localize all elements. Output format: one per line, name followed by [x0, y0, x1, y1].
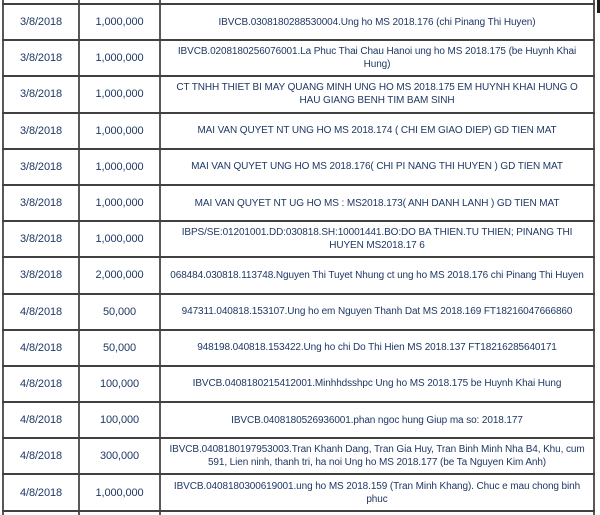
date-cell: 4/8/2018	[2, 403, 80, 437]
partial-date-cell	[2, 0, 80, 3]
partial-amount-cell	[80, 512, 161, 515]
date-cell: 3/8/2018	[2, 222, 80, 256]
partial-description-cell	[161, 0, 595, 3]
amount-cell: 50,000	[80, 331, 161, 365]
date-cell: 3/8/2018	[2, 5, 80, 39]
description-cell: CT TNHH THIET BI MAY QUANG MINH UNG HO MS 2018.175 EM HUYNH KHAI HUNG O HAU GIANG BENH TIM BAM SINH	[161, 77, 595, 111]
amount-cell: 100,000	[80, 403, 161, 437]
description-cell: IBVCB.0308180288530004.Ung ho MS 2018.176 (chi Pinang Thi Huyen)	[161, 5, 595, 39]
table-row	[2, 367, 595, 403]
table-row	[2, 41, 595, 77]
date-cell: 3/8/2018	[2, 150, 80, 184]
amount-cell: 1,000,000	[80, 222, 161, 256]
table-row	[2, 5, 595, 41]
amount-cell: 1,000,000	[80, 41, 161, 75]
amount-cell: 1,000,000	[80, 475, 161, 509]
table-row	[2, 114, 595, 150]
date-cell: 3/8/2018	[2, 258, 80, 292]
amount-cell: 1,000,000	[80, 5, 161, 39]
partial-description-cell	[161, 512, 595, 515]
partial-row-bottom	[2, 512, 595, 515]
description-cell: IBVCB.0408180215412001.Minhhdsshpc Ung ho MS 2018.175 be Huynh Khai Hung	[161, 367, 595, 401]
table-row	[2, 439, 595, 475]
amount-cell: 1,000,000	[80, 150, 161, 184]
table-row	[2, 186, 595, 222]
description-cell: IBPS/SE:01201001.DD:030818.SH:10001441.BO:DO BA THIEN.TU THIEN; PINANG THI HUYEN MS2018.17 6	[161, 222, 595, 256]
description-cell: MAI VAN QUYET NT UNG HO MS 2018.174 ( CHI EM GIAO DIEP) GD TIEN MAT	[161, 114, 595, 148]
description-cell: MAI VAN QUYET UNG HO MS 2018.176( CHI PI NANG THI HUYEN ) GD TIEN MAT	[161, 150, 595, 184]
table-body	[2, 5, 595, 512]
donations-table	[2, 0, 595, 515]
date-cell: 4/8/2018	[2, 367, 80, 401]
description-cell: 068484.030818.113748.Nguyen Thi Tuyet Nhung ct ung ho MS 2018.176 chi Pinang Thi Huyen	[161, 258, 595, 292]
amount-cell: 100,000	[80, 367, 161, 401]
partial-date-cell	[2, 512, 80, 515]
amount-cell: 50,000	[80, 295, 161, 329]
date-cell: 3/8/2018	[2, 77, 80, 111]
date-cell: 3/8/2018	[2, 114, 80, 148]
date-cell: 3/8/2018	[2, 186, 80, 220]
date-cell: 3/8/2018	[2, 41, 80, 75]
partial-amount-cell	[80, 0, 161, 3]
date-cell: 4/8/2018	[2, 475, 80, 509]
description-cell: IBVCB.0208180256076001.La Phuc Thai Chau Hanoi ung ho MS 2018.175 (be Huynh Khai Hung)	[161, 41, 595, 75]
description-cell: 948198.040818.153422.Ung ho chi Do Thi Hien MS 2018.137 FT18216285640171	[161, 331, 595, 365]
amount-cell: 1,000,000	[80, 114, 161, 148]
description-cell: IBVCB.0408180300619001.ung ho MS 2018.159 (Tran Minh Khang). Chuc e mau chong binh phuc	[161, 475, 595, 509]
table-row	[2, 403, 595, 439]
description-cell: MAI VAN QUYET NT UG HO MS : MS2018.173( ANH DANH LANH ) GD TIEN MAT	[161, 186, 595, 220]
amount-cell: 1,000,000	[80, 186, 161, 220]
description-cell: IBVCB.0408180197953003.Tran Khanh Dang, Tran Gia Huy, Tran Binh Minh Nha B4, Khu, cum 591, Lien ninh, thanh tri, ha noi Ung ho MS 2018.177 (be Ta Nguyen Kim Anh)	[161, 439, 595, 473]
description-cell: 947311.040818.153107.Ung ho em Nguyen Thanh Dat MS 2018.169 FT18216047666860	[161, 295, 595, 329]
table-row	[2, 258, 595, 294]
date-cell: 4/8/2018	[2, 439, 80, 473]
amount-cell: 300,000	[80, 439, 161, 473]
description-cell: IBVCB.0408180526936001.phan ngoc hung Giup ma so: 2018.177	[161, 403, 595, 437]
table-row	[2, 77, 595, 113]
date-cell: 4/8/2018	[2, 295, 80, 329]
table-row	[2, 475, 595, 511]
table-row	[2, 150, 595, 186]
amount-cell: 2,000,000	[80, 258, 161, 292]
table-row	[2, 222, 595, 258]
date-cell: 4/8/2018	[2, 331, 80, 365]
amount-cell: 1,000,000	[80, 77, 161, 111]
table-row	[2, 295, 595, 331]
table-row	[2, 331, 595, 367]
